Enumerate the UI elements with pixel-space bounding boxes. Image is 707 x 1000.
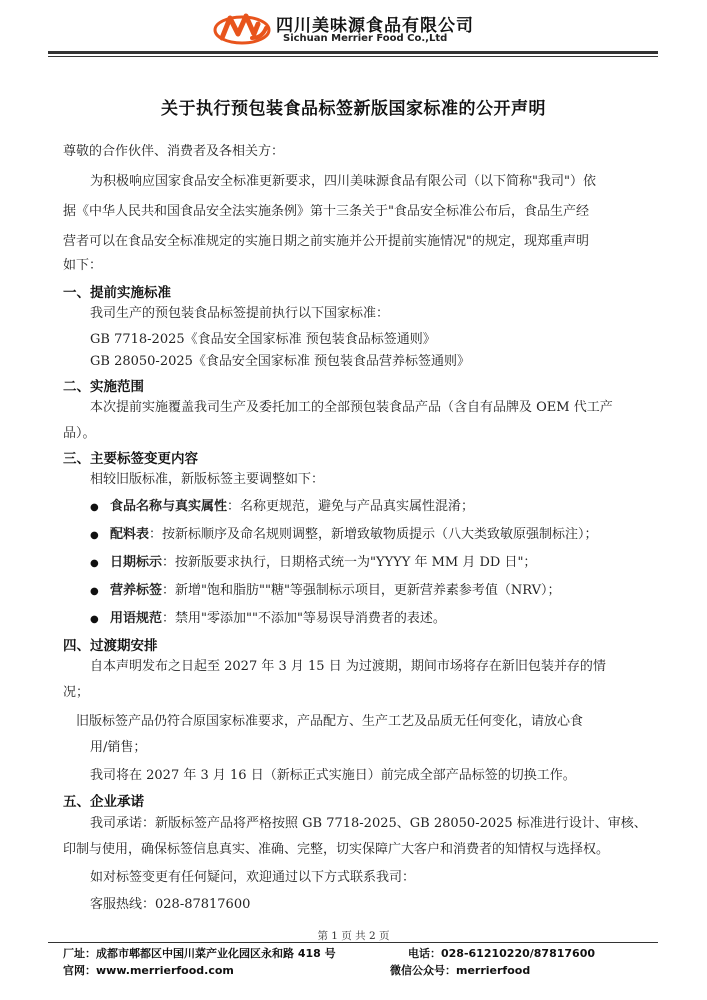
- intro-line: 为积极响应国家食品安全标准更新要求，四川美味源食品有限公司（以下简称"我司"）依: [90, 174, 596, 189]
- change-item-label: 配料表: [110, 527, 150, 542]
- section-2-line: 品）。: [63, 426, 96, 441]
- footer-phone: 电话：028-61210220/87817600: [408, 947, 596, 960]
- hotline: 客服热线：028-87817600: [90, 897, 251, 912]
- change-item: [110, 525, 598, 545]
- bullet-icon: ●: [90, 502, 99, 513]
- standard-gb7718: GB 7718-2025《食品安全国家标准 预包装食品标签通则》: [90, 332, 436, 347]
- company-logo-icon: [212, 8, 272, 48]
- section-heading-4: 四、过渡期安排: [63, 638, 158, 654]
- section-5-line: 我司承诺：新版标签产品将严格按照 GB 7718-2025、GB 28050-2025 标准进行设计、审核、: [90, 816, 647, 831]
- change-item-text: ：禁用"零添加""不添加"等易误导消费者的表述。: [162, 611, 446, 626]
- change-item: [110, 497, 474, 517]
- change-item-label: 食品名称与真实属性: [110, 499, 228, 514]
- change-item: [110, 609, 446, 629]
- intro-line: 据《中华人民共和国食品安全法实施条例》第十三条关于"食品安全标准公布后，食品生产经: [63, 204, 589, 219]
- section-4-line: 旧版标签产品仍符合原国家标准要求，产品配方、生产工艺及品质无任何变化，请放心食: [76, 714, 584, 729]
- company-name-cn: 四川美味源食品有限公司: [276, 16, 474, 36]
- header-rule: [48, 51, 658, 54]
- document-title: 关于执行预包装食品标签新版国家标准的公开声明: [161, 99, 546, 119]
- change-item-text: ：新增"饱和脂肪""糖"等强制标示项目，更新营养素参考值（NRV）；: [162, 583, 561, 598]
- footer-wechat: 微信公众号：merrierfood: [390, 964, 531, 977]
- bullet-icon: ●: [90, 558, 99, 569]
- section-heading-1: 一、提前实施标准: [63, 285, 171, 301]
- header-rule-thin: [48, 56, 658, 57]
- footer-rule: [48, 942, 658, 943]
- section-5-line: 印制与使用，确保标签信息真实、准确、完整，切实保障广大客户和消费者的知情权与选择权。: [63, 842, 610, 857]
- change-item: [110, 581, 561, 601]
- change-item-text: ：按新标顺序及命名规则调整，新增致敏物质提示（八大类致敏原强制标注）；: [149, 527, 598, 542]
- section-heading-2: 二、实施范围: [63, 379, 144, 395]
- standard-gb28050: GB 28050-2025《食品安全国家标准 预包装食品营养标签通则》: [90, 354, 471, 369]
- salutation: 尊敬的合作伙伴、消费者及各相关方：: [63, 144, 285, 159]
- bullet-icon: ●: [90, 586, 99, 597]
- letterhead: [0, 8, 707, 48]
- section-5-line: 如对标签变更有任何疑问，欢迎通过以下方式联系我司：: [90, 870, 416, 885]
- company-name-en: Sichuan Merrier Food Co.,Ltd: [283, 33, 448, 44]
- page-number: 第 1 页 共 2 页: [317, 930, 390, 942]
- change-item-label: 营养标签: [110, 583, 163, 598]
- change-item-label: 用语规范: [110, 611, 163, 626]
- section-heading-5: 五、企业承诺: [63, 794, 144, 810]
- intro-line: 如下：: [63, 258, 103, 273]
- section-4-line: 我司将在 2027 年 3 月 16 日（新标正式实施日）前完成全部产品标签的切换工作。: [90, 768, 576, 783]
- bullet-icon: ●: [90, 530, 99, 541]
- change-item-label: 日期标示: [110, 555, 163, 570]
- section-heading-3: 三、主要标签变更内容: [63, 451, 198, 467]
- footer-website: 官网：www.merrierfood.com: [63, 964, 234, 977]
- change-item-text: ：按新版要求执行，日期格式统一为"YYYY 年 MM 月 DD 日"；: [162, 555, 537, 570]
- section-4-line: 用/销售；: [90, 740, 147, 755]
- bullet-icon: ●: [90, 614, 99, 625]
- section-2-line: 本次提前实施覆盖我司生产及委托加工的全部预包装食品产品（含自有品牌及 OEM 代工产: [90, 400, 613, 415]
- section-4-line: 自本声明发布之日起至 2027 年 3 月 15 日 为过渡期，期间市场将存在新旧包装并存的情: [90, 659, 606, 674]
- section-1-line: 我司生产的预包装食品标签提前执行以下国家标准：: [90, 306, 390, 321]
- section-4-line: 况；: [63, 685, 90, 700]
- change-item-text: ：名称更规范，避免与产品真实属性混淆；: [227, 499, 475, 514]
- section-3-intro: 相较旧版标准，新版标签主要调整如下：: [90, 472, 325, 487]
- intro-line: 营者可以在食品安全标准规定的实施日期之前实施并公开提前实施情况"的规定，现郑重声明: [63, 234, 589, 249]
- footer-address: 厂址：成都市郫都区中国川菜产业化园区永和路 418 号: [63, 947, 336, 960]
- change-item: [110, 553, 536, 573]
